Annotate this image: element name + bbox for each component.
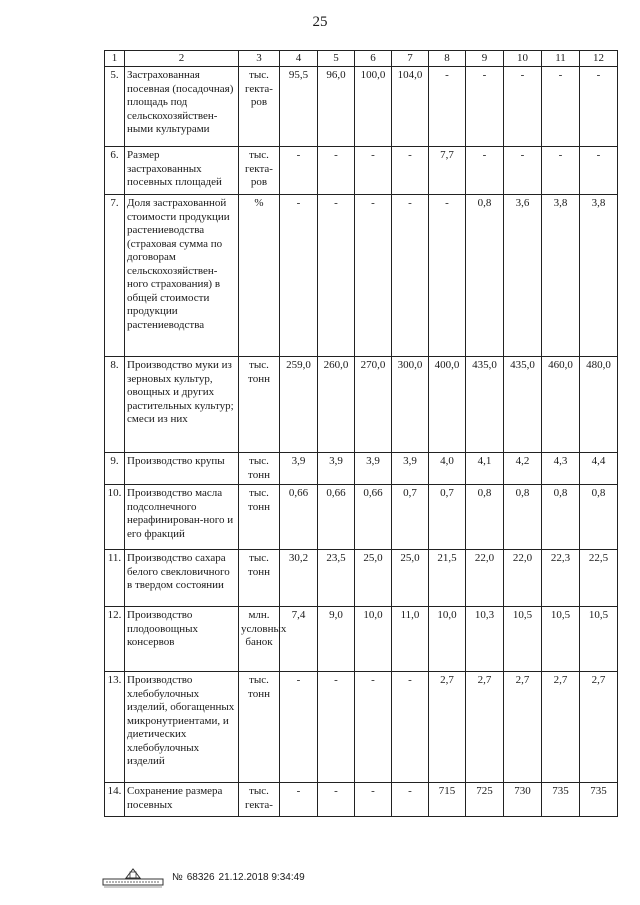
value-cell: -	[318, 147, 355, 195]
indicator-name: Доля застрахованной стоимости продукции растениеводства (страховая сумма по договорам сельскохозяйствен-ного страхования) в общей стоимости продукции растениеводства	[125, 195, 239, 357]
value-cell: -	[318, 195, 355, 357]
indicator-name: Производство масла подсолнечного нерафинирован-ного и его фракций	[125, 485, 239, 550]
doc-timestamp: 21.12.2018 9:34:49	[218, 871, 305, 883]
value-cell: 3,6	[504, 195, 542, 357]
value-cell: 100,0	[355, 67, 392, 147]
header-cell: 11	[542, 51, 580, 67]
value-cell: 0,8	[466, 485, 504, 550]
value-cell: 260,0	[318, 357, 355, 453]
unit-of-measure: тыс. тонн	[239, 485, 280, 550]
value-cell: 0,8	[466, 195, 504, 357]
header-cell: 2	[125, 51, 239, 67]
value-cell: -	[504, 147, 542, 195]
doc-number: 68326	[186, 871, 215, 883]
value-cell: -	[466, 67, 504, 147]
value-cell: 0,8	[504, 485, 542, 550]
indicator-name: Производство сахара белого свекловичного в твердом состоянии	[125, 550, 239, 607]
value-cell: 725	[466, 783, 504, 817]
header-cell: 3	[239, 51, 280, 67]
unit-of-measure: %	[239, 195, 280, 357]
table-row	[105, 67, 618, 147]
unit-of-measure: тыс. тонн	[239, 453, 280, 485]
row-number: 9.	[105, 453, 125, 485]
table-row	[105, 195, 618, 357]
value-cell: -	[392, 783, 429, 817]
value-cell: -	[355, 672, 392, 783]
indicator-name: Производство плодоовощных консервов	[125, 607, 239, 672]
document-registration	[172, 872, 305, 883]
value-cell: -	[580, 67, 618, 147]
header-cell: 8	[429, 51, 466, 67]
value-cell: 104,0	[392, 67, 429, 147]
value-cell: 22,0	[504, 550, 542, 607]
value-cell: 0,66	[280, 485, 318, 550]
table-row	[105, 485, 618, 550]
header-cell: 4	[280, 51, 318, 67]
value-cell: -	[542, 67, 580, 147]
value-cell: -	[355, 783, 392, 817]
table-row	[105, 783, 618, 817]
value-cell: 3,9	[392, 453, 429, 485]
value-cell: 23,5	[318, 550, 355, 607]
value-cell: 3,8	[542, 195, 580, 357]
indicator-name: Производство хлебобулочных изделий, обогащенных микронутриентами, и диетических хлебобулочных изделий	[125, 672, 239, 783]
unit-of-measure: тыс. гекта-ров	[239, 67, 280, 147]
value-cell: -	[392, 195, 429, 357]
indicator-name: Размер застрахованных посевных площадей	[125, 147, 239, 195]
value-cell: 735	[580, 783, 618, 817]
value-cell: 10,5	[580, 607, 618, 672]
value-cell: -	[392, 147, 429, 195]
value-cell: -	[280, 783, 318, 817]
header-cell: 1	[105, 51, 125, 67]
table-row	[105, 147, 618, 195]
value-cell: 3,9	[355, 453, 392, 485]
value-cell: 96,0	[318, 67, 355, 147]
table-row	[105, 672, 618, 783]
value-cell: 2,7	[504, 672, 542, 783]
row-number: 13.	[105, 672, 125, 783]
indicators-table	[104, 50, 618, 817]
header-cell: 10	[504, 51, 542, 67]
value-cell: -	[355, 147, 392, 195]
value-cell: 0,7	[429, 485, 466, 550]
value-cell: 10,0	[429, 607, 466, 672]
value-cell: -	[504, 67, 542, 147]
indicator-name: Производство муки из зерновых культур, овощных и других растительных культур; смеси из них	[125, 357, 239, 453]
value-cell: 22,5	[580, 550, 618, 607]
value-cell: 10,5	[542, 607, 580, 672]
value-cell: 4,0	[429, 453, 466, 485]
value-cell: 10,5	[504, 607, 542, 672]
value-cell: 0,7	[392, 485, 429, 550]
table-row	[105, 357, 618, 453]
value-cell: 715	[429, 783, 466, 817]
value-cell: 270,0	[355, 357, 392, 453]
indicator-name: Производство крупы	[125, 453, 239, 485]
value-cell: 30,2	[280, 550, 318, 607]
value-cell: 4,1	[466, 453, 504, 485]
header-cell: 5	[318, 51, 355, 67]
header-cell: 6	[355, 51, 392, 67]
row-number: 10.	[105, 485, 125, 550]
row-number: 12.	[105, 607, 125, 672]
value-cell: 0,8	[580, 485, 618, 550]
value-cell: -	[392, 672, 429, 783]
row-number: 11.	[105, 550, 125, 607]
value-cell: -	[580, 147, 618, 195]
value-cell: 400,0	[429, 357, 466, 453]
value-cell: -	[429, 67, 466, 147]
unit-of-measure: тыс. тонн	[239, 550, 280, 607]
header-cell: 9	[466, 51, 504, 67]
value-cell: 10,3	[466, 607, 504, 672]
value-cell: -	[466, 147, 504, 195]
value-cell: -	[318, 783, 355, 817]
value-cell: 0,66	[318, 485, 355, 550]
value-cell: 4,3	[542, 453, 580, 485]
value-cell: 480,0	[580, 357, 618, 453]
value-cell: 0,66	[355, 485, 392, 550]
value-cell: 95,5	[280, 67, 318, 147]
unit-of-measure: тыс. гекта-ров	[239, 147, 280, 195]
value-cell: 3,8	[580, 195, 618, 357]
value-cell: 2,7	[466, 672, 504, 783]
state-emblem-stamp-icon	[102, 866, 164, 888]
header-cell: 12	[580, 51, 618, 67]
value-cell: 730	[504, 783, 542, 817]
value-cell: 3,9	[318, 453, 355, 485]
value-cell: -	[280, 195, 318, 357]
header-cell: 7	[392, 51, 429, 67]
value-cell: 10,0	[355, 607, 392, 672]
value-cell: 11,0	[392, 607, 429, 672]
table-row	[105, 453, 618, 485]
table-row	[105, 550, 618, 607]
row-number: 8.	[105, 357, 125, 453]
value-cell: 9,0	[318, 607, 355, 672]
value-cell: -	[355, 195, 392, 357]
value-cell: 3,9	[280, 453, 318, 485]
value-cell: 0,8	[542, 485, 580, 550]
unit-of-measure: тыс. тонн	[239, 357, 280, 453]
value-cell: 259,0	[280, 357, 318, 453]
unit-of-measure: тыс. гекта-	[239, 783, 280, 817]
value-cell: 435,0	[466, 357, 504, 453]
value-cell: 4,2	[504, 453, 542, 485]
table-row	[105, 607, 618, 672]
row-number: 7.	[105, 195, 125, 357]
value-cell: 7,4	[280, 607, 318, 672]
value-cell: 7,7	[429, 147, 466, 195]
indicator-name: Застрахованная посевная (посадочная) площадь под сельскохозяйствен-ными культурами	[125, 67, 239, 147]
indicator-name: Сохранение размера посевных	[125, 783, 239, 817]
value-cell: 2,7	[429, 672, 466, 783]
document-footer	[102, 866, 305, 888]
value-cell: 435,0	[504, 357, 542, 453]
value-cell: 22,3	[542, 550, 580, 607]
row-number: 6.	[105, 147, 125, 195]
value-cell: 300,0	[392, 357, 429, 453]
row-number: 14.	[105, 783, 125, 817]
page-number: 25	[312, 14, 328, 30]
value-cell: 2,7	[580, 672, 618, 783]
value-cell: -	[318, 672, 355, 783]
row-number: 5.	[105, 67, 125, 147]
value-cell: -	[429, 195, 466, 357]
value-cell: 735	[542, 783, 580, 817]
value-cell: -	[542, 147, 580, 195]
value-cell: -	[280, 672, 318, 783]
doc-number-mark: №	[172, 871, 183, 883]
value-cell: 2,7	[542, 672, 580, 783]
value-cell: 25,0	[355, 550, 392, 607]
value-cell: 4,4	[580, 453, 618, 485]
value-cell: 25,0	[392, 550, 429, 607]
value-cell: -	[280, 147, 318, 195]
value-cell: 21,5	[429, 550, 466, 607]
unit-of-measure: млн. условных банок	[239, 607, 280, 672]
value-cell: 460,0	[542, 357, 580, 453]
value-cell: 22,0	[466, 550, 504, 607]
unit-of-measure: тыс. тонн	[239, 672, 280, 783]
header-row	[105, 51, 618, 67]
